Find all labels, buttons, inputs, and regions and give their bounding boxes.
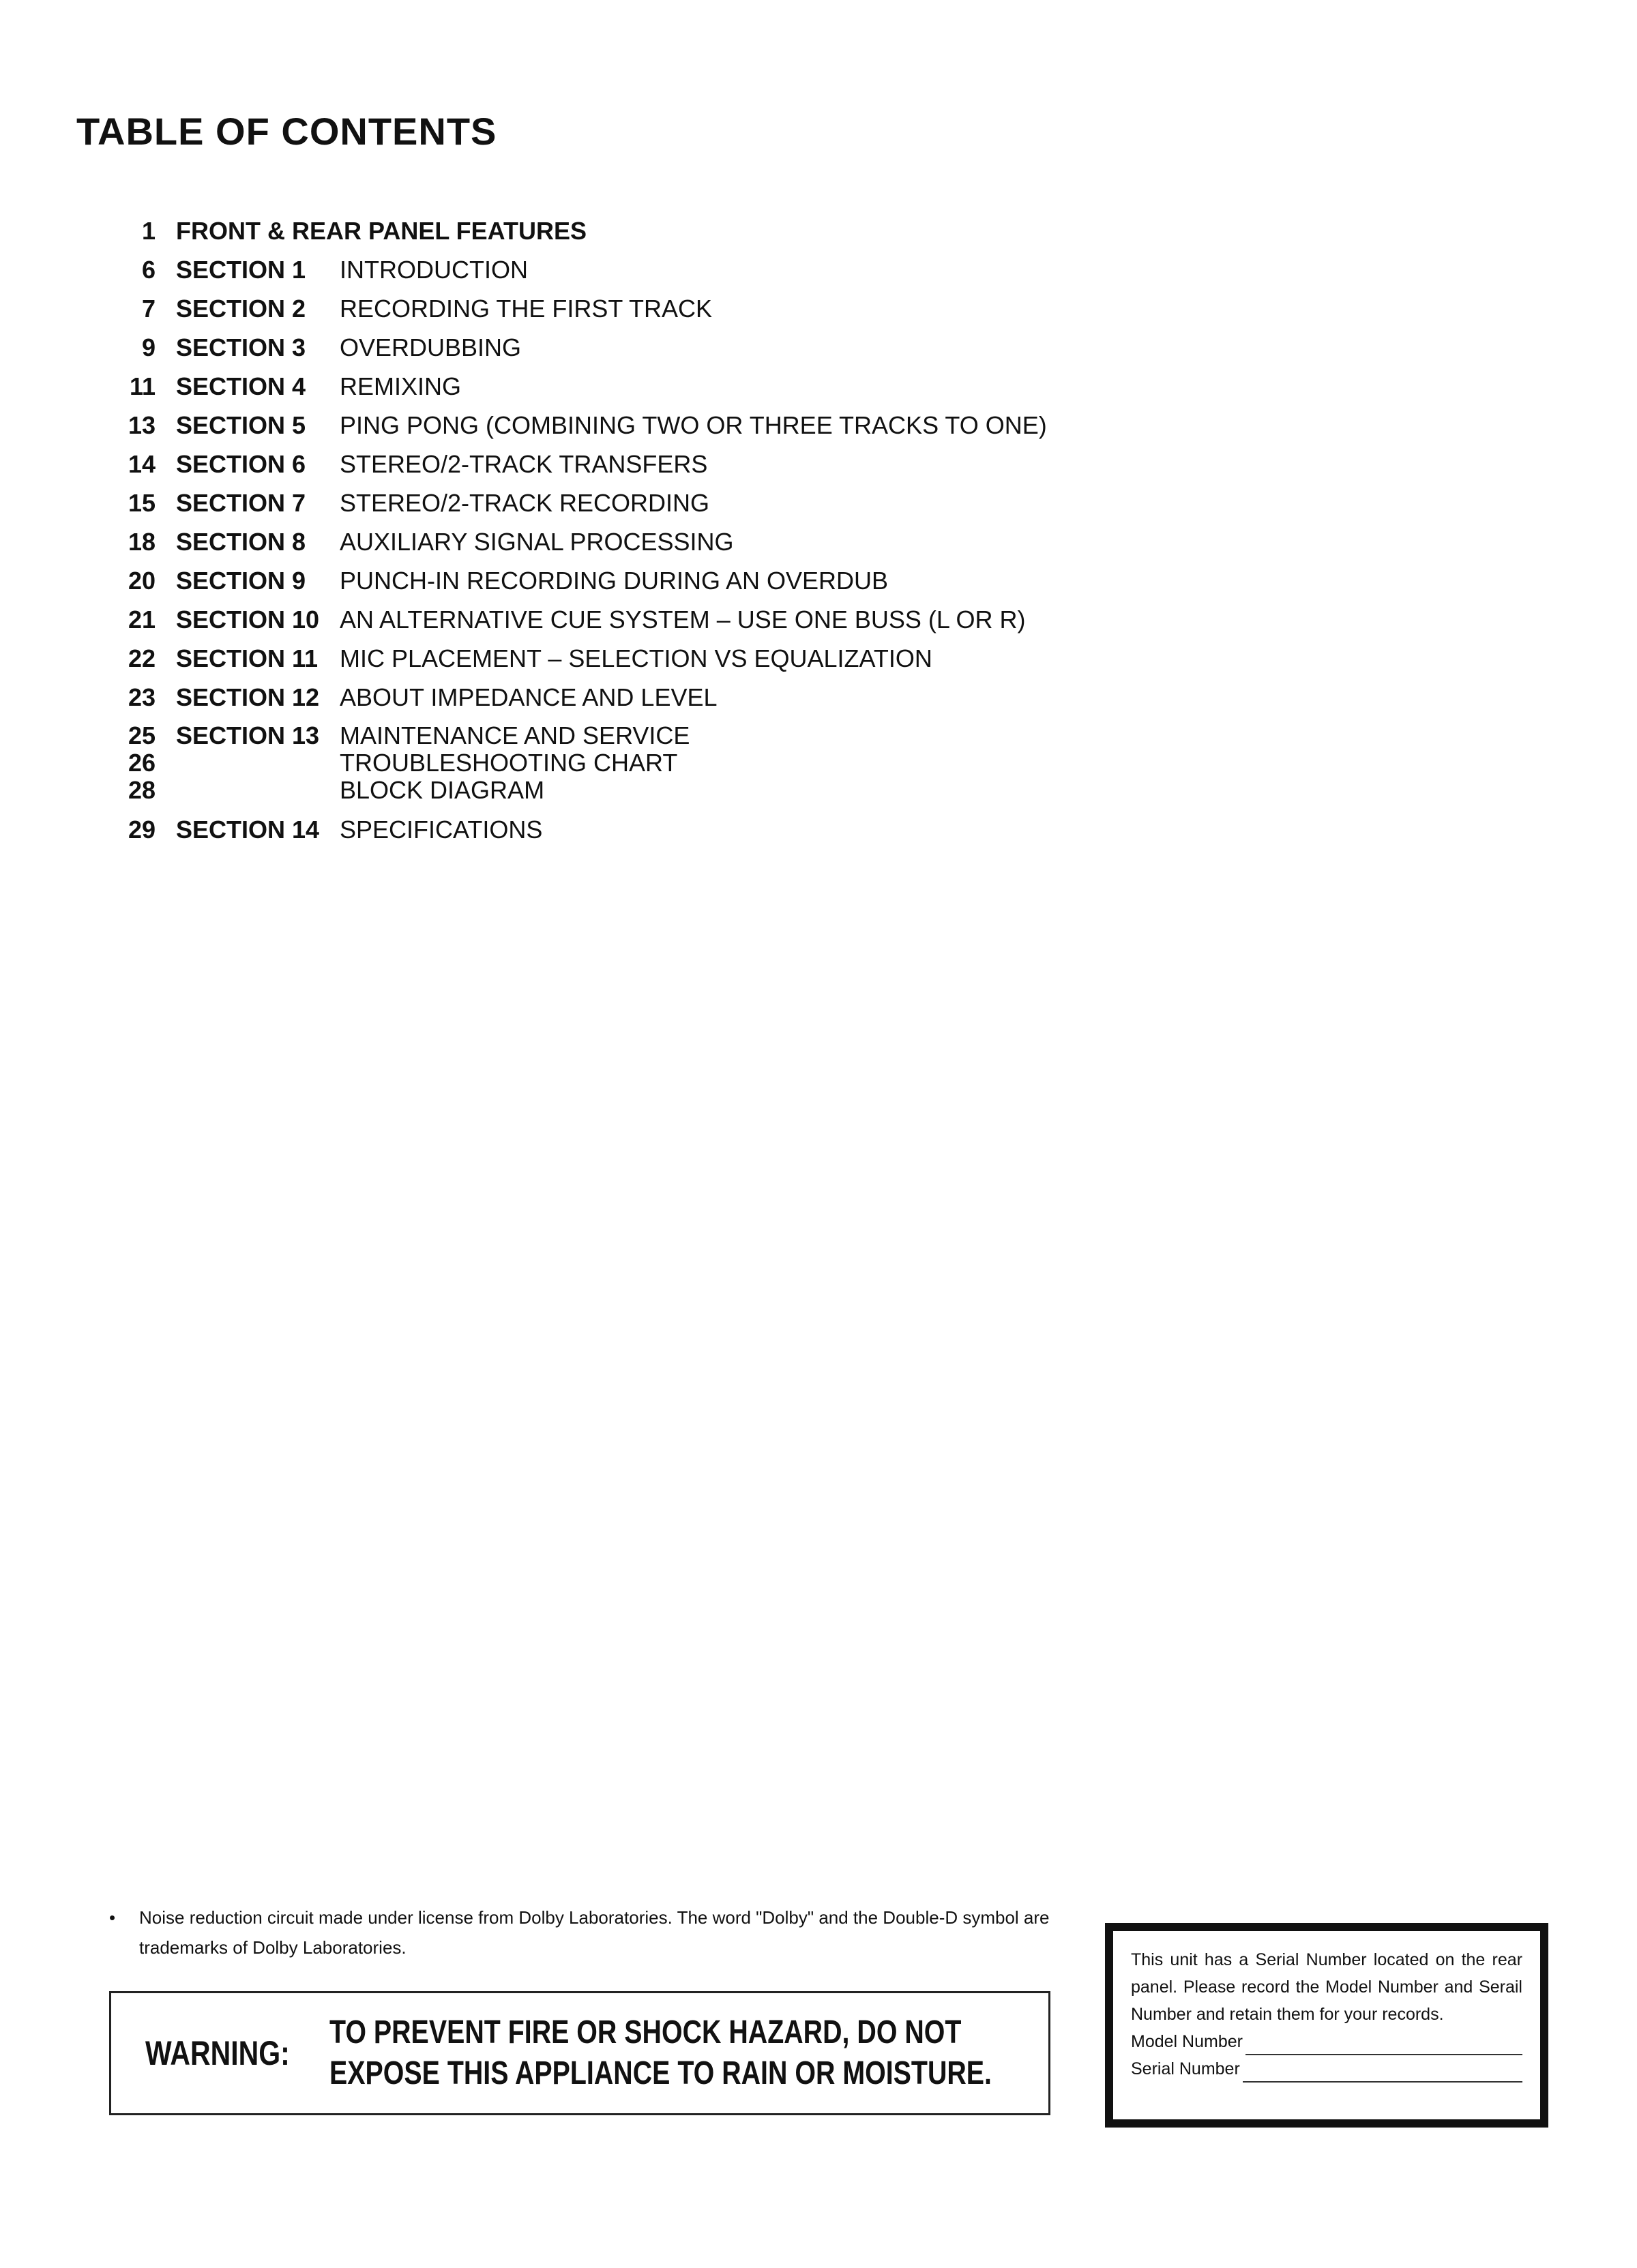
- toc-topic: TROUBLESHOOTING CHART: [340, 749, 678, 777]
- serial-number-line: [1243, 2062, 1522, 2083]
- toc-page-number: 6: [141, 256, 156, 284]
- toc-page-number: 21: [128, 606, 156, 633]
- toc-topic: INTRODUCTION: [340, 256, 528, 284]
- toc-section-label: SECTION 8: [176, 528, 306, 556]
- toc-topic: ABOUT IMPEDANCE AND LEVEL: [340, 683, 718, 711]
- toc-section-label: SECTION 9: [176, 567, 306, 595]
- toc-row: [95, 600, 1187, 639]
- toc-row: [95, 522, 1187, 561]
- toc-topic: OVERDUBBING: [340, 333, 522, 361]
- toc-section-label: SECTION 10: [176, 606, 320, 633]
- toc-topic: RECORDING THE FIRST TRACK: [340, 295, 713, 323]
- toc-topic: REMIXING: [340, 372, 462, 400]
- toc-row-front-panel: [95, 211, 1187, 250]
- toc-topic: STEREO/2-TRACK TRANSFERS: [340, 450, 708, 478]
- toc-row: [95, 328, 1187, 367]
- toc-topic: MIC PLACEMENT – SELECTION VS EQUALIZATION: [340, 644, 932, 672]
- toc-section-label: SECTION 11: [176, 644, 319, 672]
- toc-page-number: 26: [128, 749, 156, 777]
- toc-row-section-14: [95, 810, 1187, 849]
- toc-page-number: 29: [128, 816, 156, 844]
- warning-line-1: TO PREVENT FIRE OR SHOCK HAZARD, DO NOT: [329, 2014, 962, 2050]
- toc-section-label: SECTION 3: [176, 333, 306, 361]
- serial-number-box: [1105, 1923, 1548, 2128]
- bullet-icon: •: [109, 1907, 116, 1928]
- toc-page-number: 7: [141, 295, 156, 323]
- toc-page-number: 1: [141, 217, 156, 245]
- toc-topic: SPECIFICATIONS: [340, 816, 543, 844]
- toc-topic: MAINTENANCE AND SERVICE: [340, 721, 690, 749]
- dolby-notice: [109, 1903, 1064, 1963]
- toc-row: [95, 445, 1187, 483]
- toc-row: [95, 250, 1187, 289]
- dolby-notice-text: Noise reduction circuit made under license from Dolby Laboratories. The word "Dolby" and the Double-D symbol are trademarks of Dolby Laboratories.: [139, 1907, 1050, 1958]
- toc-row: [95, 483, 1187, 522]
- toc-page-number: 11: [129, 372, 156, 400]
- toc-row: [95, 289, 1187, 328]
- toc-page-number: 14: [128, 450, 156, 478]
- serial-number-field: [1131, 2055, 1522, 2083]
- warning-label: WARNING:: [145, 2034, 290, 2072]
- toc-section-label: SECTION 2: [176, 295, 306, 323]
- toc-row: [95, 561, 1187, 600]
- model-number-label: Model Number: [1131, 2032, 1243, 2051]
- toc-page-number: 22: [128, 644, 156, 672]
- toc-topic: AN ALTERNATIVE CUE SYSTEM – USE ONE BUSS (L OR R): [340, 606, 1026, 633]
- toc-section-label: SECTION 6: [176, 450, 306, 478]
- warning-box: [109, 1991, 1050, 2115]
- toc-page-number: 13: [128, 411, 156, 439]
- toc-page-number: 28: [128, 776, 156, 804]
- toc-row: [95, 678, 1187, 717]
- toc-topic: FRONT & REAR PANEL FEATURES: [176, 217, 587, 245]
- toc-section-label: SECTION 13: [176, 721, 320, 749]
- toc-section-label: SECTION 5: [176, 411, 306, 439]
- toc-topic: STEREO/2-TRACK RECORDING: [340, 489, 710, 517]
- toc-page-number: 20: [128, 567, 156, 595]
- toc-section-label: SECTION 1: [176, 256, 306, 284]
- toc-section-label: SECTION 4: [176, 372, 306, 400]
- toc-section-label: SECTION 12: [176, 683, 320, 711]
- toc-page-number: 18: [128, 528, 156, 556]
- toc-section-label: SECTION 7: [176, 489, 306, 517]
- toc-section-label: SECTION 14: [176, 816, 320, 844]
- toc-page-number: 15: [128, 489, 156, 517]
- toc-row: [95, 406, 1187, 445]
- toc-row: [95, 367, 1187, 406]
- toc-list: [95, 211, 1187, 849]
- warning-text: [329, 2012, 992, 2094]
- model-number-field: [1131, 2028, 1522, 2055]
- warning-line-2: EXPOSE THIS APPLIANCE TO RAIN OR MOISTURE.: [329, 2055, 992, 2091]
- toc-topic: PING PONG (COMBINING TWO OR THREE TRACKS TO ONE): [340, 411, 1047, 439]
- toc-page-number: 23: [128, 683, 156, 711]
- toc-row: [95, 639, 1187, 678]
- page-title: TABLE OF CONTENTS: [76, 110, 497, 153]
- toc-topic: AUXILIARY SIGNAL PROCESSING: [340, 528, 734, 556]
- serial-instructions: This unit has a Serial Number located on the rear panel. Please record the Model Number and Serail Number and retain them for your records.: [1131, 1950, 1522, 2024]
- toc-topic: PUNCH-IN RECORDING DURING AN OVERDUB: [340, 567, 889, 595]
- toc-page-number: 25: [128, 721, 156, 749]
- toc-row-section-13: [95, 717, 1187, 810]
- serial-number-label: Serial Number: [1131, 2059, 1240, 2078]
- model-number-line: [1245, 2035, 1522, 2055]
- toc-topic: BLOCK DIAGRAM: [340, 776, 545, 804]
- toc-page-number: 9: [141, 333, 156, 361]
